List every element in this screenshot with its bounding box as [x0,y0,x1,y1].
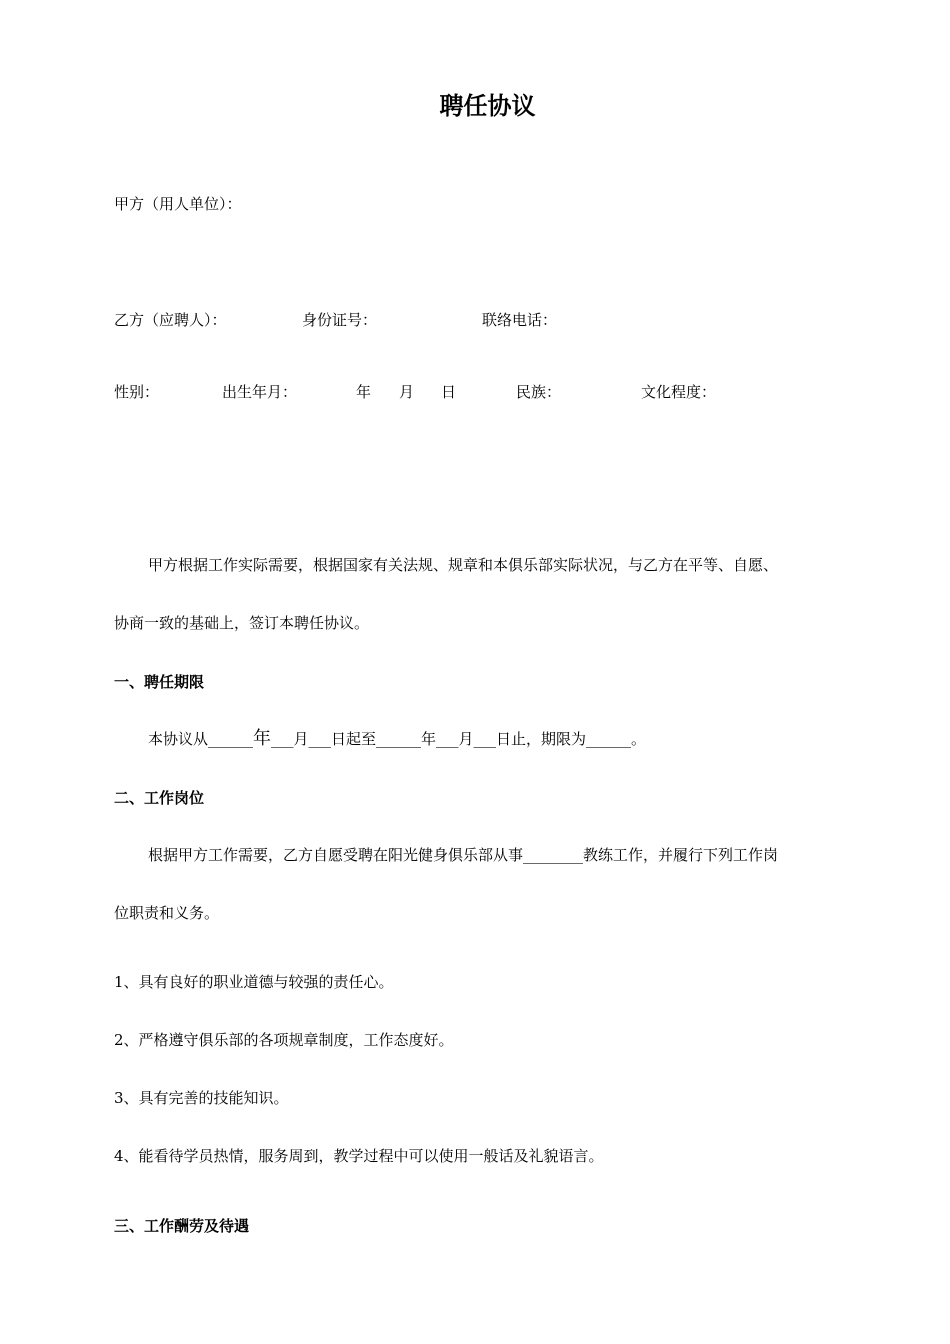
ethnicity-label: 民族： [516,383,562,401]
intro-line-1: 甲方根据工作实际需要，根据国家有关法规、规章和本俱乐部实际状况，与乙方在平等、自愿、 [148,556,779,574]
intro-line-2: 协商一致的基础上，签订本聘任协议。 [114,614,370,632]
section-1-heading: 一、聘任期限 [114,673,205,691]
term-sentence [148,729,646,749]
document-title: 聘任协议 [439,92,536,120]
position-para-line-1: 根据甲方工作需要，乙方自愿受聘在阳光健身俱乐部从事________教练工作，并履行下列工作岗 [148,846,779,864]
birth-year-unit: 年 [356,383,372,401]
party-b-label: 乙方（应聘人）： [114,311,227,329]
phone-label: 联络电话： [482,311,558,329]
education-label: 文化程度： [641,383,717,401]
duty-item: 4、能看待学员热情，服务周到，教学过程中可以使用一般话及礼貌语言。 [114,1147,604,1165]
birth-day-unit: 日 [441,383,457,401]
section-2-heading: 二、工作岗位 [114,789,205,807]
duty-item: 2、严格遵守俱乐部的各项规章制度，工作态度好。 [114,1031,454,1049]
position-para-line-2: 位职责和义务。 [114,904,220,922]
birth-month-unit: 月 [399,383,415,401]
term-sentence-rest: ___月___日起至______年___月___日止，期限为______。 [271,730,647,748]
party-a-label: 甲方（用人单位）： [114,195,242,213]
birth-date-label: 出生年月： [222,383,298,401]
term-sentence-start: 本协议从______ [148,730,254,748]
term-year-unit: 年 [253,728,272,749]
id-number-label: 身份证号： [302,311,378,329]
gender-label: 性别： [114,383,160,401]
duty-item: 3、具有完善的技能知识。 [114,1089,289,1107]
duty-item: 1、具有良好的职业道德与较强的责任心。 [114,973,394,991]
section-3-heading: 三、工作酬劳及待遇 [114,1217,250,1235]
